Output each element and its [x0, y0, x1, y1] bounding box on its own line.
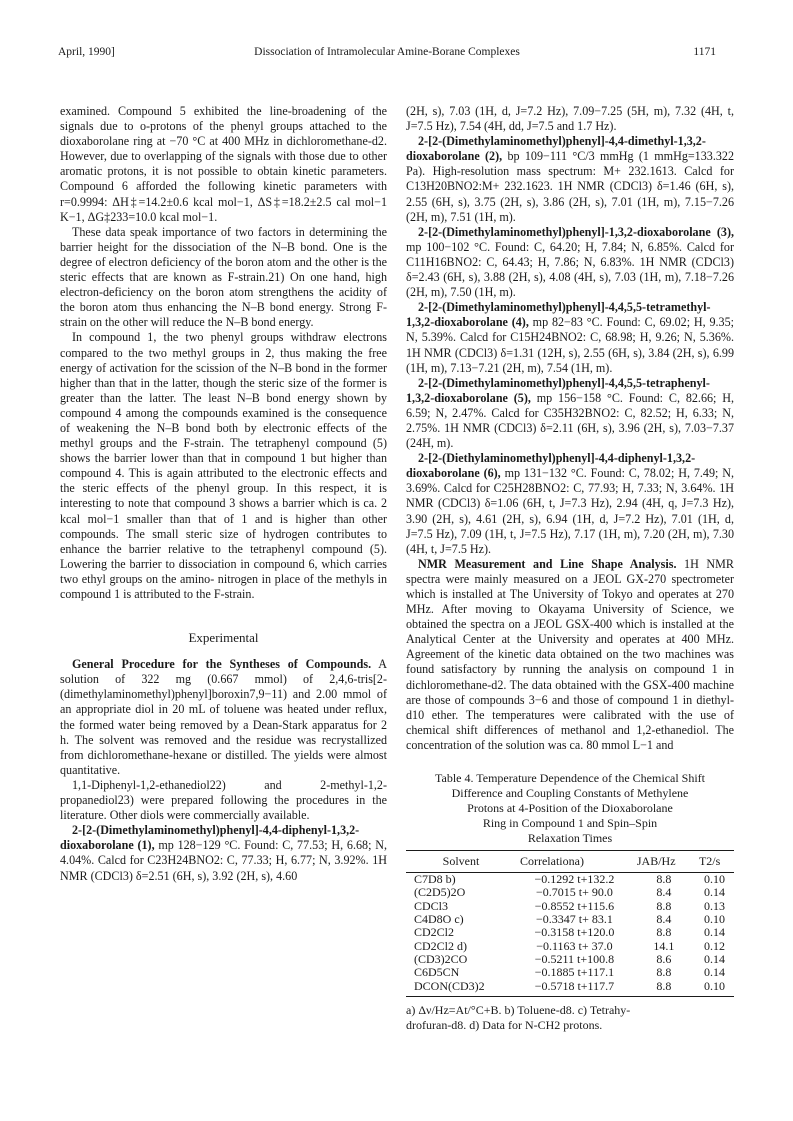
column-header-jab: JAB/Hz: [633, 851, 695, 873]
cell-t2: 0.10: [695, 980, 734, 997]
cell-t2: 0.10: [703, 912, 725, 927]
cell-solvent: C6D5CN: [414, 965, 460, 980]
compound-heading: 2-[2-(Dimethylaminomethyl)phenyl]-1,3,2-dioxaborolane (3),: [418, 224, 734, 239]
table-row: [406, 873, 734, 887]
caption-line: Relaxation Times: [527, 831, 613, 846]
table-caption: [406, 771, 734, 846]
compound-text: mp 156−158 °C. Found: C, 82.66; H, 6.59; N, 2.47%. Calcd for C35H32BNO2: C, 82.52; H, 6.33; N, 2.75%. 1H NMR (CDCl3) δ=2.11 (6H, s), 3.96 (2H, s), 7.03−7.37 (24H, m).: [406, 390, 734, 451]
table-row: [406, 926, 734, 939]
cell-jab: 8.4: [656, 912, 672, 927]
cell-solvent: DCON(CD3)2: [406, 980, 516, 997]
compound-heading: 2-[2-(Dimethylaminomethyl)phenyl]-4,4,5,5-tetramethyl-1,3,2-dioxaborolane (4),: [406, 300, 711, 330]
paragraph-compound-6: [406, 451, 734, 557]
compound-text: bp 109−111 °C/3 mmHg (1 mmHg=133.322 Pa). High-resolution mass spectrum: M+ 232.1613. Calcd for C13H20BNO2:M+ 232.1623. 1H NMR (CDCl3) δ=1.46 (6H, s), 2.55 (6H, s), 3.75 (2H, s), 3.86 (2H, s), 7.01 (1H, m), 7.15−7.26 (2H, m), 7.51 (1H, m).: [406, 149, 734, 224]
data-table: [406, 850, 734, 997]
caption-line: Difference and Coupling Constants of Methylene: [451, 786, 689, 801]
caption-line: Ring in Compound 1 and Spin–Spin: [482, 816, 658, 831]
cell-correlation: −0.1292 t+132.2: [534, 872, 615, 887]
footnote-line: drofuran-d8. d) Data for N-CH2 protons.: [406, 1017, 603, 1032]
cell-correlation: −0.1163 t+ 37.0: [536, 938, 613, 953]
compound-heading: 2-[2-(Dimethylaminomethyl)phenyl]-4,4,5,5-tetraphenyl-1,3,2-dioxaborolane (5),: [406, 375, 710, 405]
paragraph-general-procedure: [60, 657, 387, 778]
table-row: [406, 886, 734, 899]
table-row: [406, 900, 734, 913]
cell-correlation: −0.8552 t+115.6: [534, 898, 615, 913]
paragraph-nmr-measurement: [406, 557, 734, 753]
left-column: [60, 104, 387, 884]
table-row: [406, 980, 734, 997]
column-header-solvent: Solvent: [406, 851, 516, 873]
compound-text: mp 128−129 °C. Found: C, 77.53; H, 6.68; N, 4.04%. Calcd for C23H24BNO2: C, 77.33; H, 6.77; N, 3.92%. 1H NMR (CDCl3) δ=2.51 (6H, s), 3.92 (2H, s), 4.60: [60, 838, 387, 883]
paragraph-results-end: examined. Compound 5 exhibited the line-broadening of the signals due to o-protons of the phenyl groups attached to the dioxaborolane ring at −70 °C at 400 MHz in dichloromethane-d2. However, due to overlapping of the signals with those due to other aromatic protons, it is not possible to obtain kinetic parameters. Compound 6 afforded the following kinetic parameters with r=0.9994: ΔH‡=14.2±0.6 kcal mol−1, ΔS‡=18.2±2.5 cal mol−1 K−1, ΔG‡233=10.0 kcal mol−1.: [60, 104, 387, 224]
cell-t2: 0.12: [703, 938, 725, 953]
column-header-t2: T2/s: [695, 851, 734, 873]
paragraph-heading: NMR Measurement and Line Shape Analysis.: [418, 556, 677, 571]
running-header: [58, 46, 716, 62]
cell-jab: 8.8: [656, 872, 672, 887]
cell-t2: 0.14: [703, 885, 725, 900]
paragraph-heading: General Procedure for the Syntheses of Compounds.: [72, 657, 372, 672]
section-title-experimental: Experimental: [188, 630, 259, 646]
cell-t2: 0.13: [703, 898, 725, 913]
table-body: [406, 873, 734, 997]
table-row: [406, 940, 734, 953]
caption-line: Table 4. Temperature Dependence of the Chemical Shift: [435, 771, 705, 786]
footnote-line: a) Δν/Hz=At/°C+B. b) Toluene-d8. c) Tetrahy-: [406, 1002, 631, 1017]
paragraph-compound-1: [60, 823, 387, 883]
compound-text: mp 131−132 °C. Found: C, 78.02; H, 7.49; N, 3.69%. Calcd for C25H28BNO2: C, 77.93; H, 7.33; N, 3.64%. 1H NMR (CDCl3) δ=1.06 (6H, t, J=7.3 Hz), 2.94 (4H, q, J=7.3 Hz), 3.90 (2H, s), 4.61 (2H, s), 6.94 (1H, d, J=7.2 Hz), 7.01 (1H, d, J=7.5 Hz), 7.09 (1H, t, J=7.5 Hz), 7.17 (1H, m), 7.20 (2H, m), 7.30 (4H, t, J=7.5 Hz).: [406, 466, 734, 556]
cell-jab: 8.4: [656, 885, 672, 900]
cell-t2: 0.14: [703, 965, 725, 980]
table-row: [406, 966, 734, 979]
cell-solvent: CDCl3: [414, 898, 449, 913]
paragraph-compound-1-cont: (2H, s), 7.03 (1H, d, J=7.2 Hz), 7.09−7.25 (5H, m), 7.32 (4H, t, J=7.5 Hz), 7.54 (4H, dd, J=7.5 and 1.7 Hz).: [406, 104, 734, 134]
cell-solvent: (CD3)2CO: [414, 951, 468, 966]
paragraph-compound-4: [406, 300, 734, 375]
cell-t2: 0.10: [703, 872, 725, 887]
table-row: [406, 953, 734, 966]
cell-jab: 8.8: [656, 898, 672, 913]
paragraph-compound-3: [406, 225, 734, 300]
cell-solvent: C4D8O c): [414, 912, 464, 927]
header-date: April, 1990]: [58, 46, 115, 58]
paragraph-diols: 1,1-Diphenyl-1,2-ethanediol22) and 2-methyl-1,2-propanediol23) were prepared following the procedures in the literature. Other diols were commercially available.: [60, 777, 387, 823]
table-header-row: [406, 851, 734, 873]
paragraph-text: A solution of 322 mg (0.667 mmol) of 2,4,6-tris[2-(dimethylaminomethyl)phenyl]boroxin7,9−11) and 2.00 mmol of an appropriate diol in 20 mL of toluene was heated under reflux, the formed water being removed by a Dean-Stark apparatus for 2 h. The solvent was removed and the residue was recrystallized from dichloromethane-hexane or distilled. The yields were almost quantitative.: [60, 657, 387, 777]
cell-jab: 8.8: [656, 925, 672, 940]
cell-t2: 0.14: [703, 925, 725, 940]
cell-solvent: CD2Cl2: [414, 925, 455, 940]
cell-correlation: −0.3158 t+120.0: [534, 925, 615, 940]
header-title: Dissociation of Intramolecular Amine-Borane Complexes: [254, 46, 520, 58]
cell-jab: 8.8: [656, 965, 672, 980]
compound-text: mp 82−83 °C. Found: C, 69.02; H, 9.35; N, 5.39%. Calcd for C15H24BNO2: C, 68.98; H, 9.26; N, 5.36%. 1H NMR (CDCl3) δ=1.31 (12H, s), 2.55 (6H, s), 3.84 (2H, s), 6.99 (1H, m), 7.13−7.21 (2H, m), 7.54 (1H, m).: [406, 315, 734, 375]
right-column: [406, 104, 734, 1033]
paragraph-compound-5: [406, 376, 734, 451]
paragraph-compound-2: [406, 134, 734, 225]
compound-heading: 2-[2-(Dimethylaminomethyl)phenyl]-4,4-diphenyl-1,3,2-dioxaborolane (1),: [60, 823, 360, 853]
cell-correlation: −0.5718 t+117.7: [516, 980, 633, 997]
page-number: 1171: [693, 46, 716, 58]
cell-jab: 14.1: [653, 938, 675, 953]
cell-solvent: (C2D5)2O: [414, 885, 466, 900]
cell-correlation: −0.7015 t+ 90.0: [535, 885, 613, 900]
compound-heading: 2-[2-(Dimethylaminomethyl)phenyl]-4,4-dimethyl-1,3,2-dioxaborolane (2),: [406, 134, 706, 164]
cell-jab: 8.8: [633, 980, 695, 997]
compound-text: mp 100−102 °C. Found: C, 64.20; H, 7.84; N, 6.85%. Calcd for C11H16BNO2: C, 64.43; H, 7.86; N, 6.83%. 1H NMR (CDCl3) δ=2.43 (6H, s), 3.88 (2H, s), 4.08 (4H, s), 7.03 (1H, m), 7.18−7.26 (2H, m), 7.50 (1H, m).: [406, 239, 734, 300]
table-row: [406, 913, 734, 926]
table-footnotes: [406, 1003, 734, 1033]
paragraph-text: 1H NMR spectra were mainly measured on a JEOL GX-270 spectrometer which is installed at The University of Tokyo and operates at 270 MHz. After moving to Okayama University of Science, we obtained the spectra on a JEOL GSX-400 which is installed at the Analytical Center at the University and operates at 400 MHz. Agreement of the kinetic data obtained on the two machines was found satisfactory by running the analysis on compound 1 in dichloromethane-d2. The data obtained with the GSX-400 machine are those of compounds 3−6 and those of compound 1 in diethyl-d10 ether. The temperatures were calibrated with the use of chemical shift differences of methanol and 1,2-ethanediol. The concentration of the solution was ca. 80 mmol L−1 and: [406, 556, 734, 752]
cell-t2: 0.14: [703, 951, 725, 966]
column-header-correlation: Correlationa): [516, 851, 633, 873]
compound-heading: 2-[2-(Diethylaminomethyl)phenyl]-4,4-diphenyl-1,3,2-dioxaborolane (6),: [406, 451, 696, 481]
cell-correlation: −0.3347 t+ 83.1: [535, 912, 613, 927]
cell-correlation: −0.1885 t+117.1: [534, 965, 615, 980]
cell-jab: 8.6: [656, 951, 672, 966]
paragraph-factors: These data speak importance of two factors in determining the barrier height for the dissociation of the N–B bond. One is the degree of electron deficiency of the boron atom and the other is the steric effects that are known as F-strain.21) On one hand, high electron-deficiency on the boron atom strengthens the acidity of the boron atom thus enhancing the N–B bond energy. Strong F-strain on the other will reduce the N–B bond energy.: [60, 224, 387, 330]
paragraph-compound-comparison: In compound 1, the two phenyl groups withdraw electrons compared to the two methyl groups in 2, thus making the free energy of activation for the scission of the N–B bond in the former higher than that in the latter, though the steric size of the former is greater than the latter. The least N–B bond energy shown by compound 4 among the compounds examined is the consequence of weakening the N–B bond both by electronic effects of the methyl groups and the F-strain. The tetraphenyl compound (5) shows the barrier lower than that in compound 1 but higher than compound 4. This is again attributed to the electronic effects and the steric effects of the phenyl group. In this respect, it is interesting to note that compound 3 shows a barrier which is ca. 2 kcal mol−1 smaller than that of 1 and is higher than other compounds. The small steric size of hydrogen contributes to enhance the barrier relative to the tetraphenyl compound (5). Lowering the barrier to dissociation in compound 6, which carries two ethyl groups on the amino- nitrogen in place of the methyls in compound 1 is attributed to the F-strain.: [60, 330, 387, 601]
cell-solvent: C7D8 b): [414, 872, 456, 887]
caption-line: Protons at 4-Position of the Dioxaborolane: [467, 801, 673, 816]
cell-correlation: −0.5211 t+100.8: [534, 951, 615, 966]
cell-solvent: CD2Cl2 d): [414, 938, 468, 953]
